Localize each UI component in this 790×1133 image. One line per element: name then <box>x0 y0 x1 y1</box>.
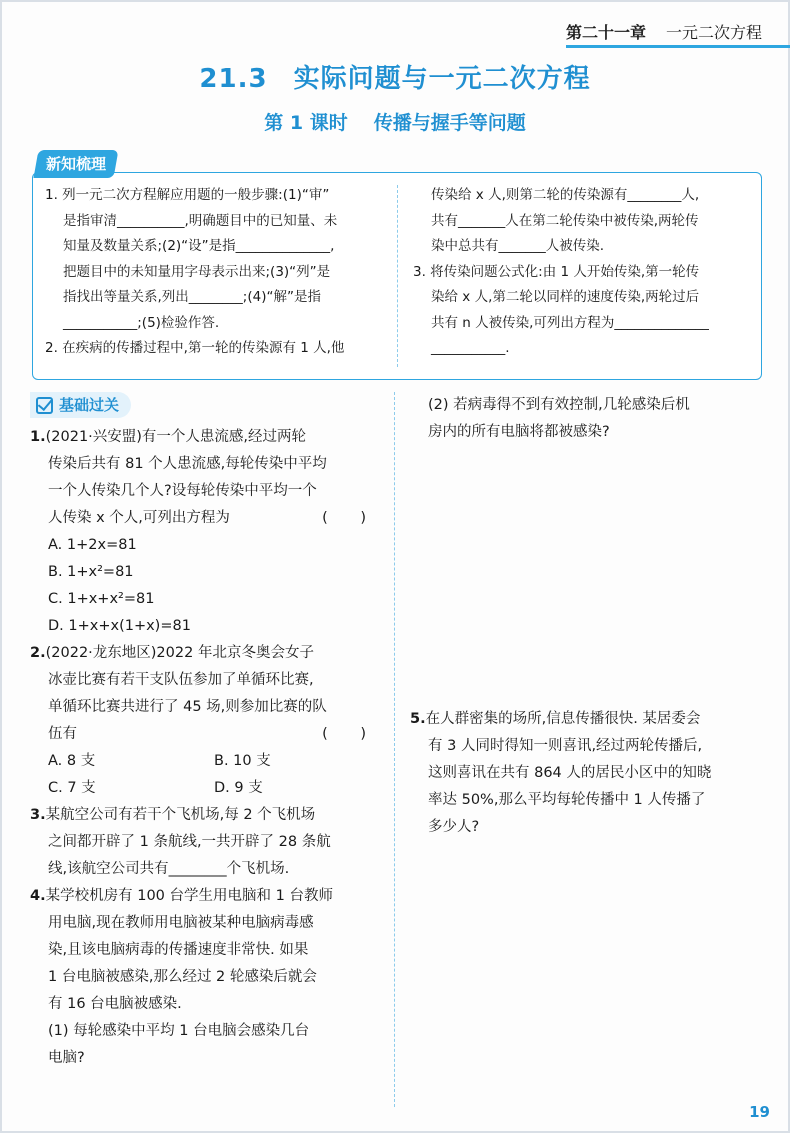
question-line: 1 台电脑被感染,那么经过 2 轮感染后就会 <box>48 969 317 985</box>
lesson-title: 传播与握手等问题 <box>373 112 526 134</box>
knowledge-right-column <box>413 183 758 362</box>
question-5 <box>410 706 762 841</box>
chapter-label: 第二十一章 <box>565 22 646 42</box>
knowledge-line: 共有 n 人被传染,可列出方程为______________ <box>431 314 709 331</box>
question-line: 冰壶比赛有若干支队伍参加了单循环比赛, <box>48 672 314 688</box>
knowledge-line: 3. 将传染问题公式化:由 1 人开始传染,第一轮传 <box>413 263 700 280</box>
option-c: C. 1+x+x²=81 <box>48 591 155 607</box>
question-line: 单循环比赛共进行了 45 场,则参加比赛的队 <box>48 699 327 715</box>
knowledge-line: 共有_______人在第二轮传染中被传染,两轮传 <box>431 212 699 229</box>
option-a: A. 1+2x=81 <box>48 537 137 553</box>
question-line: 用电脑,现在教师用电脑被某种电脑病毒感 <box>48 915 314 931</box>
knowledge-line: 传染给 x 人,则第二轮的传染源有________人, <box>431 187 700 203</box>
knowledge-tag <box>34 150 119 178</box>
question-number: 1. <box>30 429 46 445</box>
section-number: 21.3 <box>199 64 268 94</box>
subquestion-line: 电脑? <box>48 1050 85 1066</box>
question-line: 线,该航空公司共有________个飞机场. <box>48 861 290 877</box>
knowledge-line: 知量及数量关系;(2)“设”是指______________, <box>63 238 335 254</box>
chapter-title: 一元二次方程 <box>665 22 762 42</box>
question-1 <box>30 424 380 640</box>
question-number: 4. <box>30 888 46 904</box>
header-rule <box>566 45 790 48</box>
question-line: 之间都开辟了 1 条航线,一共开辟了 28 条航 <box>48 834 331 850</box>
question-line: 多少人? <box>428 819 480 835</box>
knowledge-line: 指找出等量关系,列出________;(4)“解”是指 <box>63 289 321 305</box>
question-line: 一个人传染几个人?设每轮传染中平均一个 <box>48 483 317 499</box>
basics-tag-label: 基础过关 <box>59 395 120 414</box>
question-line: 率达 50%,那么平均每轮传播中 1 人传播了 <box>428 792 706 808</box>
running-header <box>566 18 762 44</box>
question-3 <box>30 802 380 883</box>
question-line: 传染后共有 81 个人患流感,每轮传染中平均 <box>48 456 327 472</box>
knowledge-line: 染中总共有_______人被传染. <box>431 238 605 254</box>
knowledge-line: 把题目中的未知量用字母表示出来;(3)“列”是 <box>63 263 331 280</box>
question-line: 有 3 人同时得知一则喜讯,经过两轮传播后, <box>428 738 703 754</box>
knowledge-line: 2. 在疾病的传播过程中,第一轮的传染源有 1 人,他 <box>45 340 345 356</box>
question-2 <box>30 640 380 802</box>
knowledge-line: 染给 x 人,第二轮以同样的速度传染,两轮过后 <box>431 289 700 305</box>
knowledge-summary-box <box>32 172 762 380</box>
section-title: 实际问题与一元二次方程 <box>293 64 591 94</box>
left-column <box>30 392 380 1072</box>
question-line: 染,且该电脑病毒的传播速度非常快. 如果 <box>48 942 309 958</box>
knowledge-left-column <box>45 183 390 362</box>
knowledge-line: ___________. <box>431 340 510 356</box>
answer-space <box>410 446 762 626</box>
question-line: 这则喜讯在共有 864 人的居民小区中的知晓 <box>428 765 712 781</box>
option-d: D. 9 支 <box>214 780 263 796</box>
question-number: 5. <box>410 711 426 727</box>
question-number: 3. <box>30 807 46 823</box>
question-line: 有 16 台电脑被感染. <box>48 996 182 1012</box>
column-divider <box>394 392 395 1107</box>
knowledge-line: 是指审清__________,明确题目中的已知量、未 <box>63 212 338 229</box>
question-line: 某航空公司有若干个飞机场,每 2 个飞机场 <box>45 807 316 823</box>
subquestion-line: 房内的所有电脑将都被感染? <box>428 424 610 440</box>
knowledge-line: ___________;(5)检验作答. <box>63 314 220 331</box>
option-a: A. 8 支 <box>48 753 96 769</box>
question-number: 2. <box>30 645 46 661</box>
answer-parentheses: ( ) <box>322 726 380 742</box>
checkbox-icon <box>36 397 53 414</box>
option-b: B. 10 支 <box>214 753 271 769</box>
option-d: D. 1+x+x(1+x)=81 <box>48 618 191 634</box>
knowledge-divider <box>397 185 398 367</box>
question-line: 某学校机房有 100 台学生用电脑和 1 台教师 <box>45 888 333 904</box>
question-line: (2021·兴安盟)有一个人患流感,经过两轮 <box>45 429 307 445</box>
knowledge-tag-label: 新知梳理 <box>46 155 107 173</box>
right-column <box>410 392 762 841</box>
question-line: 人传染 x 个人,可列出方程为 <box>48 510 230 526</box>
lesson-heading <box>0 108 790 135</box>
option-c: C. 7 支 <box>48 780 96 796</box>
subquestion-line: (2) 若病毒得不到有效控制,几轮感染后机 <box>428 397 690 413</box>
answer-space <box>410 626 762 706</box>
question-4 <box>30 883 380 1072</box>
section-heading <box>0 58 790 95</box>
question-4-part-2 <box>410 392 762 446</box>
page-number: 19 <box>749 1103 770 1121</box>
basics-tag <box>30 392 131 418</box>
question-line: (2022·龙东地区)2022 年北京冬奥会女子 <box>45 645 314 661</box>
question-line: 伍有 <box>48 726 77 742</box>
lesson-number: 第 1 课时 <box>264 112 348 134</box>
question-line: 在人群密集的场所,信息传播很快. 某居委会 <box>425 711 701 727</box>
option-b: B. 1+x²=81 <box>48 564 134 580</box>
knowledge-line: 1. 列一元二次方程解应用题的一般步骤:(1)“审” <box>45 187 330 203</box>
subquestion-line: (1) 每轮感染中平均 1 台电脑会感染几台 <box>48 1023 310 1039</box>
answer-parentheses: ( ) <box>322 510 380 526</box>
